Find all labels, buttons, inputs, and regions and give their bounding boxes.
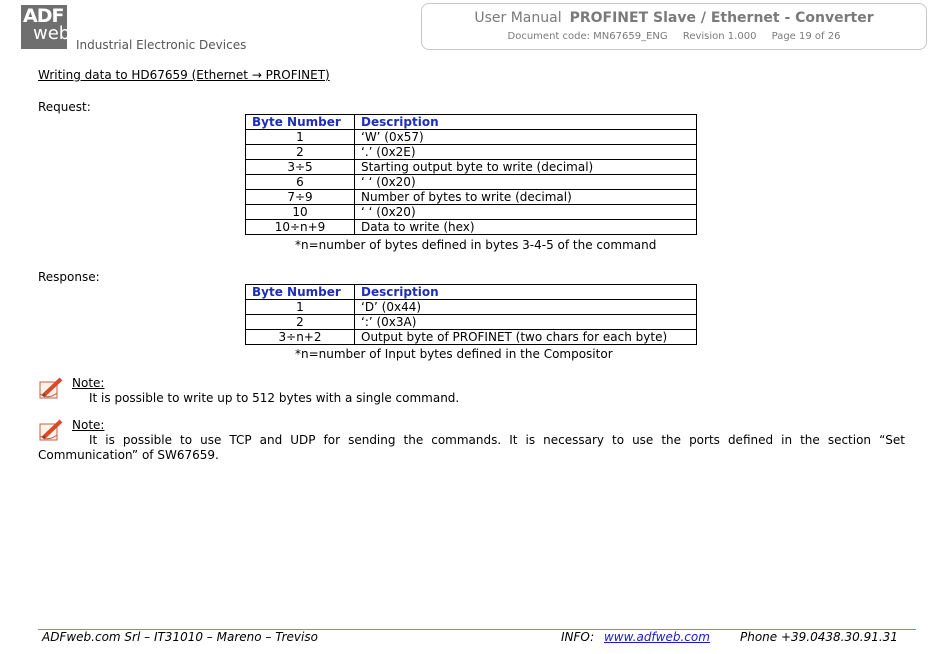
document-revision: Revision 1.000 bbox=[682, 31, 757, 42]
table-row bbox=[246, 205, 697, 220]
description-cell: Output byte of PROFINET (two chars for each byte) bbox=[355, 330, 697, 345]
description-cell: ‘:’ (0x3A) bbox=[355, 315, 697, 330]
footer-website-link[interactable]: www.adfweb.com bbox=[603, 630, 710, 644]
byte-number-cell: 1 bbox=[246, 130, 355, 145]
product-name: PROFINET Slave / Ethernet - Converter bbox=[569, 10, 874, 26]
document-title bbox=[422, 10, 926, 26]
document-header-box bbox=[421, 3, 927, 50]
table-header-row bbox=[246, 285, 697, 300]
document-code: Document code: MN67659_ENG bbox=[507, 31, 668, 42]
byte-number-cell: 10 bbox=[246, 205, 355, 220]
column-header-byte-number: Byte Number bbox=[246, 115, 355, 130]
table-header-row bbox=[246, 115, 697, 130]
description-cell: ‘D’ (0x44) bbox=[355, 300, 697, 315]
footer-company: ADFweb.com Srl – IT31010 – Mareno – Treviso bbox=[42, 630, 318, 644]
byte-number-cell: 1 bbox=[246, 300, 355, 315]
response-label: Response: bbox=[38, 270, 100, 284]
manual-label: User Manual bbox=[474, 10, 562, 26]
section-title: Writing data to HD67659 (Ethernet → PROFINET) bbox=[38, 68, 330, 82]
note-pencil-icon bbox=[37, 376, 65, 402]
table-row bbox=[246, 130, 697, 145]
byte-number-cell: 2 bbox=[246, 315, 355, 330]
note-text: It is possible to write up to 512 bytes with a single command. bbox=[89, 391, 460, 405]
byte-number-cell: 3÷n+2 bbox=[246, 330, 355, 345]
table-row bbox=[246, 160, 697, 175]
table-row bbox=[246, 315, 697, 330]
description-cell: ‘ ‘ (0x20) bbox=[355, 175, 697, 190]
footer-info bbox=[561, 630, 710, 644]
adfweb-logo bbox=[21, 5, 71, 49]
response-footnote: *n=number of Input bytes defined in the Compositor bbox=[295, 347, 613, 361]
byte-number-cell: 2 bbox=[246, 145, 355, 160]
logo-text-bottom: web bbox=[33, 23, 71, 44]
document-meta bbox=[422, 31, 926, 42]
request-label: Request: bbox=[38, 100, 91, 114]
table-row bbox=[246, 300, 697, 315]
note-text: It is possible to use TCP and UDP for sending the commands. It is necessary to use the ports defined in the section “Set Communication” of SW67659. bbox=[38, 433, 905, 462]
logo-text-top: ADF bbox=[23, 5, 64, 27]
footer-phone: Phone +39.0438.30.91.31 bbox=[740, 630, 898, 644]
company-tagline: Industrial Electronic Devices bbox=[76, 38, 247, 52]
byte-number-cell: 7÷9 bbox=[246, 190, 355, 205]
description-cell: Number of bytes to write (decimal) bbox=[355, 190, 697, 205]
table-row bbox=[246, 145, 697, 160]
table-row bbox=[246, 175, 697, 190]
byte-number-cell: 10÷n+9 bbox=[246, 220, 355, 235]
description-cell: ‘ ‘ (0x20) bbox=[355, 205, 697, 220]
column-header-byte-number: Byte Number bbox=[246, 285, 355, 300]
byte-number-cell: 3÷5 bbox=[246, 160, 355, 175]
request-footnote: *n=number of bytes defined in bytes 3-4-5 of the command bbox=[295, 238, 657, 252]
request-table bbox=[245, 114, 697, 235]
description-cell: ‘.’ (0x2E) bbox=[355, 145, 697, 160]
page-number: Page 19 of 26 bbox=[771, 31, 841, 42]
column-header-description: Description bbox=[355, 285, 697, 300]
table-row bbox=[246, 220, 697, 235]
response-table bbox=[245, 284, 697, 345]
description-cell: Starting output byte to write (decimal) bbox=[355, 160, 697, 175]
table-row bbox=[246, 330, 697, 345]
table-row bbox=[246, 190, 697, 205]
footer-info-label: INFO: bbox=[561, 630, 595, 644]
description-cell: ‘W’ (0x57) bbox=[355, 130, 697, 145]
note-label: Note: bbox=[72, 418, 105, 432]
column-header-description: Description bbox=[355, 115, 697, 130]
byte-number-cell: 6 bbox=[246, 175, 355, 190]
note-label: Note: bbox=[72, 376, 105, 390]
description-cell: Data to write (hex) bbox=[355, 220, 697, 235]
